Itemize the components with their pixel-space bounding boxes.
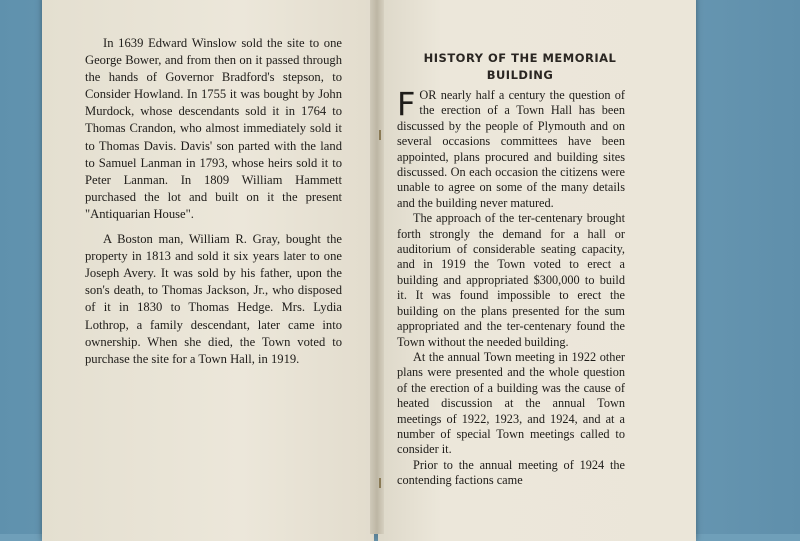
staple-bottom [379, 478, 381, 488]
right-page-text [397, 50, 625, 489]
right-paragraph-3: At the annual Town meeting in 1922 other plans were presented and the whole question of the erection of a building was the cause of heated discussion at the annual Town meetings of 1922, 1923, and 1924, and at a number of special Town meetings called to consider it. [397, 349, 625, 457]
chapter-heading: HISTORY OF THE MEMORIAL BUILDING [423, 51, 617, 82]
book-gutter [370, 0, 384, 534]
drop-cap: F [397, 85, 416, 123]
right-paragraph-4: Prior to the annual meeting of 1924 the contending factions came [397, 457, 625, 488]
left-page-text [85, 35, 342, 376]
right-paragraph-1-text: OR nearly half a century the question of the erection of a Town Hall has been discussed by the people of Plymouth and on several occasions committees have been appointed, plans procured and building sites discussed. On each occasion the citizens were unable to agree on some of the many details and the building never matured. [397, 88, 625, 210]
left-paragraph-1: In 1639 Edward Winslow sold the site to one George Bower, and from then on it passed through the hands of Governor Bradford's stepson, to Consider Howland. In 1755 it was bought by John Murdock, whose descendants sold it in 1764 to Thomas Crandon, who almost immediately sold it to Thomas Davis. Davis' son parted with the land to Samuel Lanman in 1793, whose heirs sold it to Peter Lanman. In 1809 William Hammett purchased the lot and built on it the present "Antiquarian House". [85, 36, 342, 221]
right-paragraph-2: The approach of the ter-centenary brought forth strongly the demand for a hall or auditorium of considerable seating capacity, and in 1919 the Town voted to erect a building and appropriated $300,000 to build it. It was found impossible to erect the building on the plans presented for the sum appropriated and the ter-centenary found the Town without the needed building. [397, 211, 625, 349]
right-paragraph-1 [397, 85, 625, 211]
left-paragraph-2: A Boston man, William R. Gray, bought the property in 1813 and sold it six years later to one Joseph Avery. It was sold by his father, upon the son's death, to Thomas Jackson, Jr., who disposed of it in 1830 to Thomas Hedge. Mrs. Lydia Lothrop, a family descendant, later came into ownership. When she died, the Town voted to purchase the site for a Town Hall, in 1919. [85, 232, 342, 366]
staple-top [379, 130, 381, 140]
